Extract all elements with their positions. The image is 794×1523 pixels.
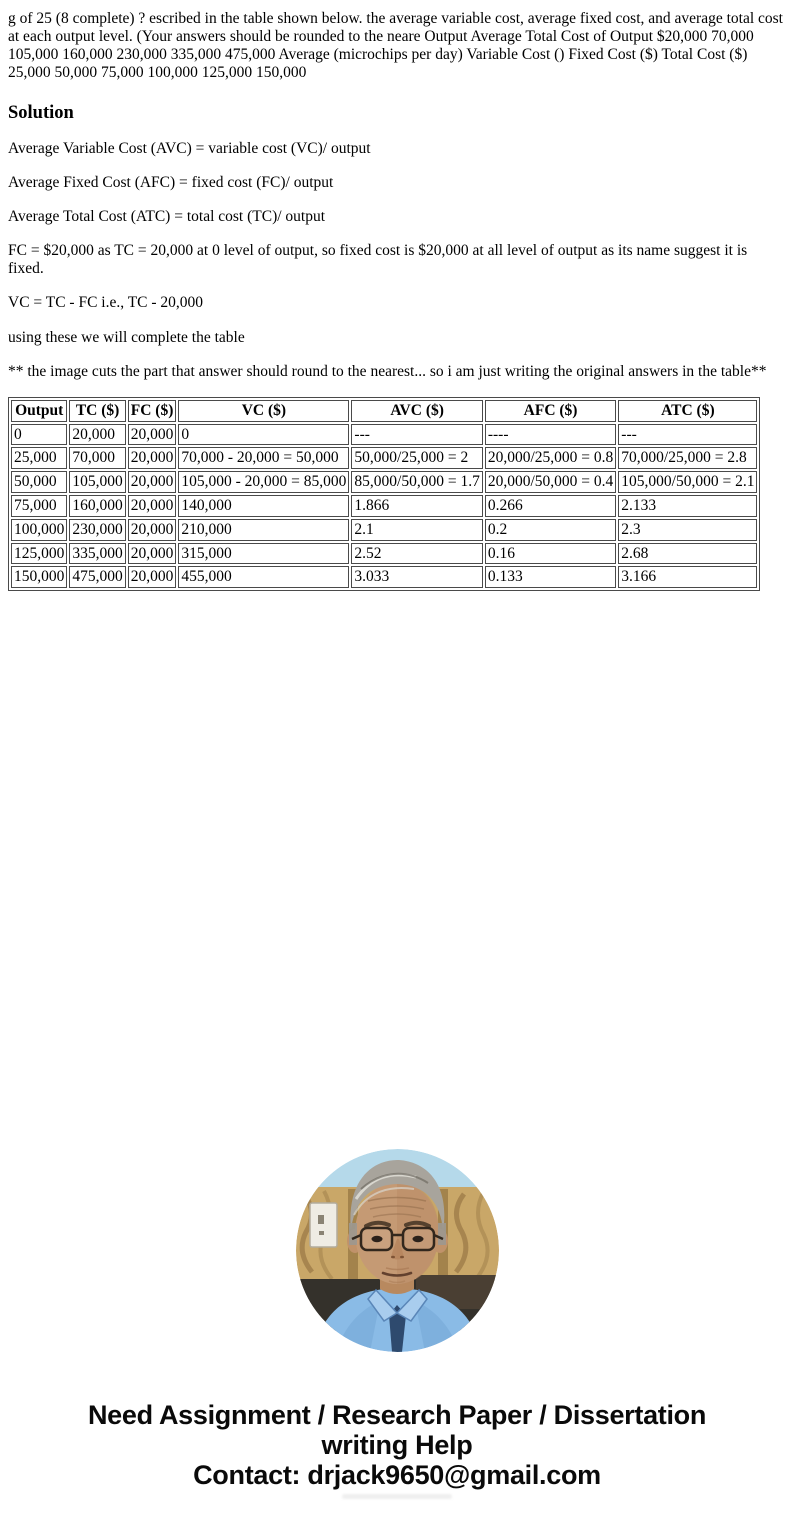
cell-tc: 335,000 bbox=[69, 543, 125, 565]
solution-heading: Solution bbox=[8, 102, 74, 123]
header-fc: FC ($) bbox=[128, 400, 177, 422]
cell-avc: 3.033 bbox=[351, 566, 482, 588]
table-row bbox=[11, 471, 757, 493]
header-atc: ATC ($) bbox=[618, 400, 757, 422]
cell-output: 25,000 bbox=[11, 447, 67, 469]
header-avc: AVC ($) bbox=[351, 400, 482, 422]
footer-line-2: writing Help bbox=[321, 1430, 473, 1461]
cell-fc: 20,000 bbox=[128, 495, 177, 517]
cell-output: 0 bbox=[11, 424, 67, 446]
cell-afc: 20,000/50,000 = 0.4 bbox=[485, 471, 616, 493]
cell-output: 125,000 bbox=[11, 543, 67, 565]
cell-afc: 0.266 bbox=[485, 495, 616, 517]
tutor-photo-illustration bbox=[296, 1149, 499, 1352]
cell-tc: 475,000 bbox=[69, 566, 125, 588]
rounding-disclaimer: ** the image cuts the part that answer should round to the nearest... so i am just writing the original answers in the table** bbox=[8, 362, 767, 380]
cell-fc: 20,000 bbox=[128, 566, 177, 588]
cell-vc: 455,000 bbox=[178, 566, 349, 588]
table-row bbox=[11, 519, 757, 541]
cell-vc: 140,000 bbox=[178, 495, 349, 517]
cell-afc: 0.2 bbox=[485, 519, 616, 541]
cell-atc: 3.166 bbox=[618, 566, 757, 588]
header-afc: AFC ($) bbox=[485, 400, 616, 422]
cell-fc: 20,000 bbox=[128, 447, 177, 469]
header-tc: TC ($) bbox=[69, 400, 125, 422]
cell-fc: 20,000 bbox=[128, 543, 177, 565]
avatar-section bbox=[8, 1149, 786, 1352]
cell-output: 50,000 bbox=[11, 471, 67, 493]
cell-atc: 105,000/50,000 = 2.1 bbox=[618, 471, 757, 493]
cell-avc: 50,000/25,000 = 2 bbox=[351, 447, 482, 469]
header-output: Output bbox=[11, 400, 67, 422]
cell-tc: 160,000 bbox=[69, 495, 125, 517]
cell-atc: 2.68 bbox=[618, 543, 757, 565]
cell-vc: 70,000 - 20,000 = 50,000 bbox=[178, 447, 349, 469]
cell-atc: 2.3 bbox=[618, 519, 757, 541]
cell-tc: 105,000 bbox=[69, 471, 125, 493]
cell-afc: 0.16 bbox=[485, 543, 616, 565]
cell-atc: 70,000/25,000 = 2.8 bbox=[618, 447, 757, 469]
cell-fc: 20,000 bbox=[128, 471, 177, 493]
tutor-avatar bbox=[296, 1149, 499, 1352]
complete-table-note: using these we will complete the table bbox=[8, 328, 245, 346]
table-header-row bbox=[11, 400, 757, 422]
cell-output: 75,000 bbox=[11, 495, 67, 517]
table-row bbox=[11, 543, 757, 565]
cell-fc: 20,000 bbox=[128, 424, 177, 446]
footer-line-1: Need Assignment / Research Paper / Dissertation bbox=[87, 1400, 707, 1431]
cell-tc: 20,000 bbox=[69, 424, 125, 446]
table-row bbox=[11, 424, 757, 446]
cell-avc: 2.52 bbox=[351, 543, 482, 565]
cell-vc: 105,000 - 20,000 = 85,000 bbox=[178, 471, 349, 493]
cell-avc: --- bbox=[351, 424, 482, 446]
cell-atc: 2.133 bbox=[618, 495, 757, 517]
cell-vc: 0 bbox=[178, 424, 349, 446]
cell-tc: 230,000 bbox=[69, 519, 125, 541]
cell-avc: 85,000/50,000 = 1.7 bbox=[351, 471, 482, 493]
cell-output: 150,000 bbox=[11, 566, 67, 588]
cell-afc: 20,000/25,000 = 0.8 bbox=[485, 447, 616, 469]
cell-afc: ---- bbox=[485, 424, 616, 446]
footer-ad bbox=[8, 1400, 786, 1490]
cell-vc: 315,000 bbox=[178, 543, 349, 565]
formula-avc: Average Variable Cost (AVC) = variable cost (VC)/ output bbox=[8, 139, 371, 157]
formula-atc: Average Total Cost (ATC) = total cost (TC)/ output bbox=[8, 208, 326, 226]
header-vc: VC ($) bbox=[178, 400, 349, 422]
cell-tc: 70,000 bbox=[69, 447, 125, 469]
cell-vc: 210,000 bbox=[178, 519, 349, 541]
table-row bbox=[11, 447, 757, 469]
question-text: g of 25 (8 complete) ? escribed in the table shown below. the average variable cost, average fixed cost, and average total cost at each output level. (Your answers should be rounded to the neare Output Average Total Cost of Output $20,000 70,000 105,000 160,000 230,000 335,000 475,000 Average (microchips per day) Variable Cost () Fixed Cost ($) Total Cost ($) 25,000 50,000 75,000 100,000 125,000 150,000 bbox=[8, 10, 783, 82]
cell-atc: --- bbox=[618, 424, 757, 446]
cell-avc: 2.1 bbox=[351, 519, 482, 541]
table-row bbox=[11, 495, 757, 517]
table-row bbox=[11, 566, 757, 588]
vc-formula-note: VC = TC - FC i.e., TC - 20,000 bbox=[8, 294, 204, 312]
cell-afc: 0.133 bbox=[485, 566, 616, 588]
watermark-smudge bbox=[342, 1494, 452, 1499]
formula-afc: Average Fixed Cost (AFC) = fixed cost (FC)/ output bbox=[8, 173, 334, 191]
cell-output: 100,000 bbox=[11, 519, 67, 541]
fixed-cost-note: FC = $20,000 as TC = 20,000 at 0 level of output, so fixed cost is $20,000 at all level of output as its name suggest it is fixed. bbox=[8, 242, 748, 278]
cell-avc: 1.866 bbox=[351, 495, 482, 517]
footer-contact-email: Contact: drjack9650@gmail.com bbox=[193, 1460, 601, 1491]
cell-fc: 20,000 bbox=[128, 519, 177, 541]
cost-table bbox=[8, 397, 760, 592]
